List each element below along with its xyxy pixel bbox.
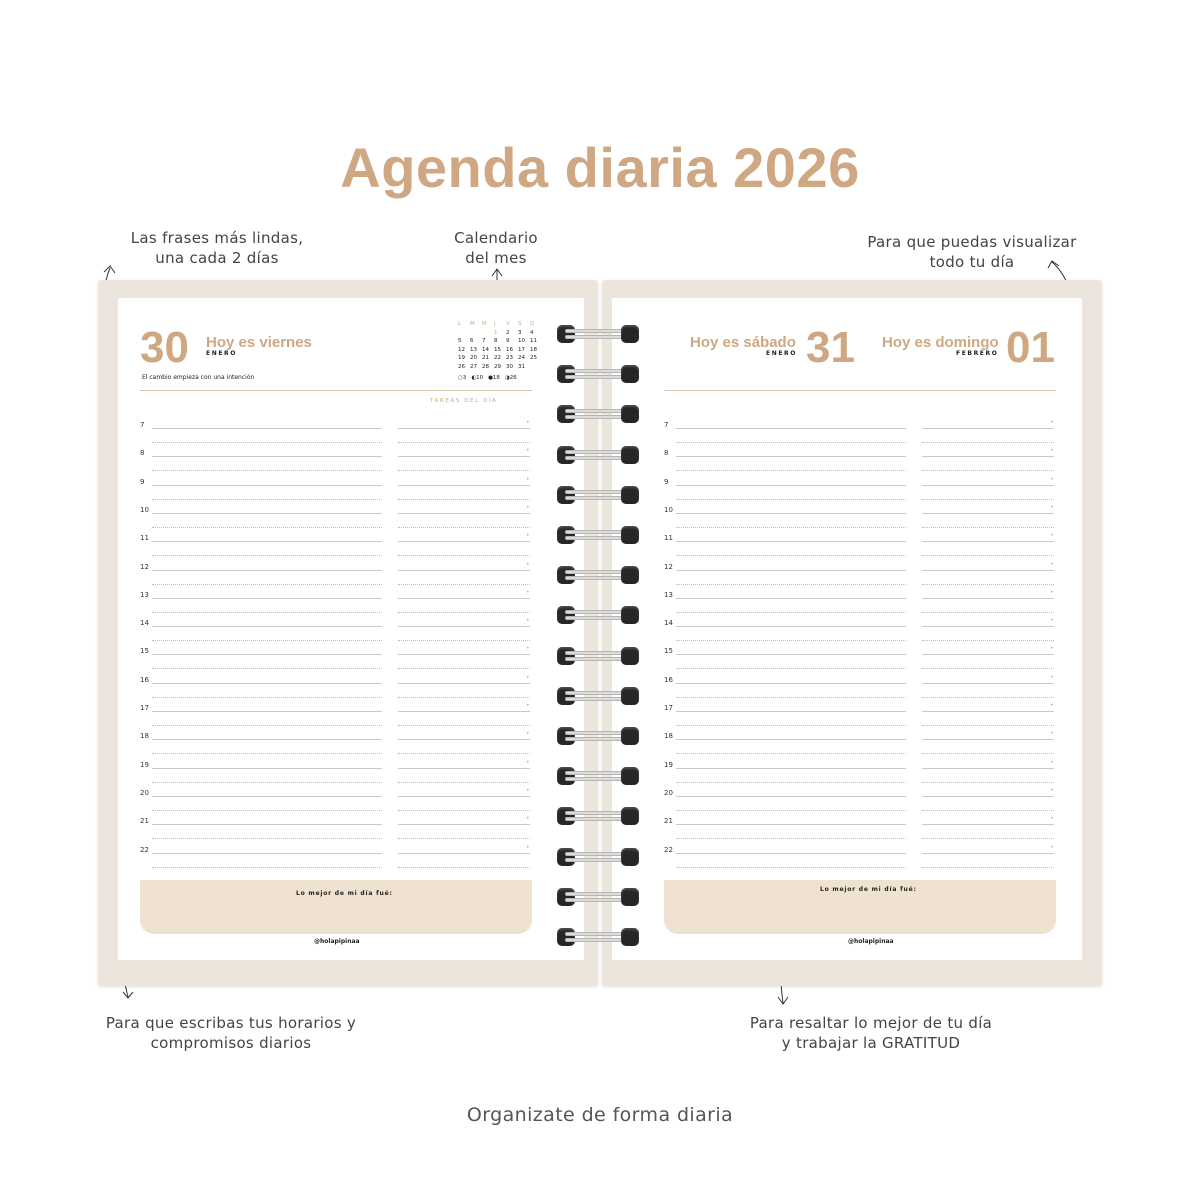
schedule-line[interactable] <box>676 485 906 486</box>
calendar-day: 18 <box>530 346 537 353</box>
task-line[interactable] <box>398 683 530 684</box>
spiral-ring <box>555 605 641 625</box>
weekday: M <box>482 321 487 327</box>
spiral-ring <box>555 364 641 384</box>
right-day1-label: Hoy es sábado <box>690 334 796 351</box>
schedule-half-line[interactable] <box>676 838 906 839</box>
schedule-half-line[interactable] <box>152 810 382 811</box>
calendar-day: 27 <box>470 363 477 370</box>
annotation-horarios: Para que escribas tus horarios y compromisos diarios <box>105 1014 357 1052</box>
schedule-half-line[interactable] <box>152 527 382 528</box>
calendar-day: 15 <box>494 346 501 353</box>
calendar-day: 5 <box>458 338 462 344</box>
task-half-line[interactable] <box>922 668 1054 669</box>
right-day2-label: Hoy es domingo <box>882 334 999 351</box>
tasks-title: TAREAS DEL DÍA <box>430 398 498 404</box>
calendar-day: 14 <box>482 346 489 353</box>
task-line[interactable] <box>922 541 1054 542</box>
schedule-line[interactable] <box>676 428 906 429</box>
hour-label: 13 <box>140 590 149 599</box>
calendar-day: 21 <box>482 355 489 361</box>
task-half-line[interactable] <box>922 782 1054 783</box>
schedule-half-line[interactable] <box>676 612 906 613</box>
task-bullet: • <box>1050 419 1054 426</box>
header-divider <box>140 390 532 391</box>
spiral-ring <box>555 445 641 465</box>
task-bullet: • <box>526 532 530 540</box>
task-half-line[interactable] <box>922 470 1054 471</box>
schedule-line[interactable] <box>152 853 382 854</box>
task-line[interactable] <box>922 570 1054 571</box>
schedule-line[interactable] <box>676 598 906 599</box>
moon-phases <box>458 374 548 383</box>
task-half-line[interactable] <box>398 782 530 783</box>
task-bullet: • <box>1050 532 1054 540</box>
task-bullet: • <box>1050 786 1054 794</box>
spiral-ring <box>555 525 641 545</box>
hour-label: 8 <box>664 449 669 458</box>
schedule-line[interactable] <box>152 598 382 599</box>
task-half-line[interactable] <box>922 725 1054 726</box>
hour-label: 19 <box>140 760 149 769</box>
task-bullet: • <box>1050 843 1054 851</box>
spiral-ring <box>555 485 641 505</box>
task-line[interactable] <box>398 739 530 740</box>
task-half-line[interactable] <box>398 442 530 443</box>
annotation-frases: Las frases más lindas, una cada 2 días <box>130 229 304 267</box>
calendar-day: 23 <box>506 355 513 361</box>
task-bullet: • <box>526 645 530 653</box>
schedule-line[interactable] <box>152 485 382 486</box>
right-page <box>612 298 1082 960</box>
task-line[interactable] <box>398 711 530 712</box>
task-half-line[interactable] <box>398 725 530 726</box>
task-line[interactable] <box>398 796 530 797</box>
task-line[interactable] <box>398 598 530 599</box>
task-line[interactable] <box>398 513 530 514</box>
schedule-line[interactable] <box>152 513 382 514</box>
task-line[interactable] <box>922 711 1054 712</box>
schedule-line[interactable] <box>676 541 906 542</box>
task-half-line[interactable] <box>398 527 530 528</box>
hour-label: 21 <box>664 817 673 826</box>
task-half-line[interactable] <box>398 697 530 698</box>
calendar-day: 9 <box>506 338 510 344</box>
calendar-day: 13 <box>470 346 477 353</box>
hour-label: 7 <box>140 421 145 429</box>
schedule-line[interactable] <box>152 739 382 740</box>
calendar-day: 8 <box>494 338 498 344</box>
calendar-day: 10 <box>518 338 525 344</box>
left-day-label: Hoy es viernes <box>206 334 312 351</box>
schedule-half-line[interactable] <box>152 470 382 471</box>
task-half-line[interactable] <box>398 753 530 754</box>
best-of-day-box[interactable] <box>664 880 1056 934</box>
task-bullet: • <box>1050 673 1054 681</box>
schedule-half-line[interactable] <box>152 584 382 585</box>
spiral-ring <box>555 646 641 666</box>
hour-label: 14 <box>140 619 149 628</box>
task-bullet: • <box>526 786 530 794</box>
best-of-day-label: Lo mejor de mi día fué: <box>820 886 917 893</box>
task-bullet: • <box>526 702 530 709</box>
task-half-line[interactable] <box>398 838 530 839</box>
hour-label: 15 <box>664 647 673 656</box>
schedule-half-line[interactable] <box>152 838 382 839</box>
task-bullet: • <box>526 815 530 823</box>
brand-handle: @holapipinaa <box>848 938 894 945</box>
schedule-half-line[interactable] <box>152 697 382 698</box>
schedule-half-line[interactable] <box>152 725 382 726</box>
task-half-line[interactable] <box>922 527 1054 528</box>
schedule-line[interactable] <box>152 626 382 627</box>
spiral-ring <box>555 404 641 424</box>
hour-label: 11 <box>140 534 149 543</box>
calendar-day <box>530 363 542 372</box>
hour-label: 18 <box>140 732 149 741</box>
schedule-half-line[interactable] <box>676 555 906 556</box>
schedule-line[interactable] <box>152 711 382 712</box>
schedule-line[interactable] <box>152 768 382 769</box>
task-line[interactable] <box>922 513 1054 514</box>
calendar-weekdays <box>458 320 548 329</box>
calendar-day: 24 <box>518 355 525 361</box>
hour-label: 7 <box>664 421 669 429</box>
left-month: ENERO <box>206 350 237 357</box>
task-bullet: • <box>1050 503 1054 511</box>
task-half-line[interactable] <box>398 470 530 471</box>
task-bullet: • <box>1050 617 1054 625</box>
annotation-mejor: Para resaltar lo mejor de tu día y trabajar la GRATITUD <box>749 1014 993 1052</box>
task-half-line[interactable] <box>922 838 1054 839</box>
hour-label: 10 <box>140 505 149 514</box>
calendar-day: 17 <box>518 346 525 353</box>
right-day2-month: FEBRERO <box>956 350 999 357</box>
annotation-calendario: Calendario del mes <box>454 229 538 267</box>
calendar-day: 12 <box>458 346 465 353</box>
task-line[interactable] <box>398 428 530 429</box>
schedule-half-line[interactable] <box>676 470 906 471</box>
schedule-line[interactable] <box>676 683 906 684</box>
task-line[interactable] <box>922 654 1054 655</box>
task-half-line[interactable] <box>922 753 1054 754</box>
schedule-line[interactable] <box>676 768 906 769</box>
hour-label: 17 <box>664 704 673 712</box>
schedule-half-line[interactable] <box>152 782 382 783</box>
schedule-line[interactable] <box>676 796 906 797</box>
task-bullet: • <box>526 447 530 455</box>
right-day2-number: 01 <box>1006 323 1055 372</box>
task-half-line[interactable] <box>398 555 530 556</box>
task-bullet: • <box>1050 560 1054 568</box>
task-bullet: • <box>526 673 530 681</box>
schedule-line[interactable] <box>676 824 906 825</box>
task-bullet: • <box>526 843 530 851</box>
month-calendar <box>458 320 548 383</box>
task-half-line[interactable] <box>398 584 530 585</box>
calendar-day: 3 <box>518 329 522 336</box>
weekday: V <box>506 321 510 327</box>
hour-label: 22 <box>664 845 673 854</box>
calendar-day: 16 <box>506 346 513 353</box>
schedule-half-line[interactable] <box>152 640 382 641</box>
schedule-line[interactable] <box>676 654 906 655</box>
weekday: D <box>530 321 535 327</box>
calendar-day <box>482 329 494 338</box>
task-half-line[interactable] <box>922 584 1054 585</box>
hour-label: 19 <box>664 760 673 769</box>
schedule-line[interactable] <box>676 570 906 571</box>
hour-label: 8 <box>140 449 145 458</box>
task-half-line[interactable] <box>922 640 1054 641</box>
right-day1-number: 31 <box>806 323 855 372</box>
task-line[interactable] <box>398 853 530 854</box>
footer-tagline: Organizate de forma diaria <box>466 1104 734 1126</box>
schedule-line[interactable] <box>152 456 382 457</box>
schedule-half-line[interactable] <box>676 527 906 528</box>
task-half-line[interactable] <box>922 612 1054 613</box>
spiral-ring <box>555 806 641 826</box>
task-line[interactable] <box>398 626 530 627</box>
calendar-day: 20 <box>470 355 477 361</box>
schedule-half-line[interactable] <box>676 442 906 443</box>
schedule-line[interactable] <box>152 824 382 825</box>
schedule-line[interactable] <box>676 853 906 854</box>
schedule-line[interactable] <box>152 683 382 684</box>
task-line[interactable] <box>922 485 1054 486</box>
spiral-ring <box>555 766 641 786</box>
schedule-line[interactable] <box>152 654 382 655</box>
task-line[interactable] <box>398 654 530 655</box>
task-half-line[interactable] <box>922 810 1054 811</box>
hour-label: 9 <box>140 477 145 486</box>
calendar-day <box>470 329 482 338</box>
schedule-line[interactable] <box>152 570 382 571</box>
task-line[interactable] <box>922 739 1054 740</box>
task-half-line[interactable] <box>922 867 1054 868</box>
task-half-line[interactable] <box>398 640 530 641</box>
schedule-line[interactable] <box>152 428 382 429</box>
task-half-line[interactable] <box>398 499 530 500</box>
schedule-line[interactable] <box>676 456 906 457</box>
spiral-ring <box>555 726 641 746</box>
schedule-half-line[interactable] <box>152 867 382 868</box>
brand-handle: @holapipinaa <box>314 938 360 945</box>
schedule-half-line[interactable] <box>152 555 382 556</box>
calendar-days <box>458 329 548 372</box>
calendar-day: 19 <box>458 355 465 361</box>
weekday: L <box>458 321 462 327</box>
left-page <box>118 298 584 960</box>
schedule-half-line[interactable] <box>152 612 382 613</box>
weekday: J <box>494 321 496 327</box>
moon-phase: ◐10 <box>471 375 484 381</box>
schedule-half-line[interactable] <box>676 725 906 726</box>
task-line[interactable] <box>398 541 530 542</box>
left-day-number: 30 <box>140 323 189 372</box>
task-bullet: • <box>526 730 530 738</box>
spiral-ring <box>555 565 641 585</box>
task-half-line[interactable] <box>922 697 1054 698</box>
task-line[interactable] <box>922 428 1054 429</box>
schedule-line[interactable] <box>152 796 382 797</box>
task-bullet: • <box>526 617 530 625</box>
calendar-day: 1 <box>494 329 498 336</box>
best-of-day-box[interactable] <box>140 880 532 934</box>
task-line[interactable] <box>922 626 1054 627</box>
task-half-line[interactable] <box>922 442 1054 443</box>
calendar-day: 11 <box>530 338 537 344</box>
task-half-line[interactable] <box>922 499 1054 500</box>
calendar-day: 22 <box>494 355 501 361</box>
page-title: Agenda diaria 2026 <box>340 136 860 199</box>
task-bullet: • <box>526 560 530 568</box>
weekday: S <box>518 321 522 327</box>
moon-phase: ○3 <box>458 375 467 381</box>
spiral-ring <box>555 686 641 706</box>
schedule-line[interactable] <box>676 626 906 627</box>
hour-label: 20 <box>140 788 149 797</box>
schedule-line[interactable] <box>676 739 906 740</box>
schedule-half-line[interactable] <box>152 753 382 754</box>
schedule-half-line[interactable] <box>676 640 906 641</box>
task-bullet: • <box>526 419 530 426</box>
schedule-half-line[interactable] <box>676 584 906 585</box>
hour-label: 9 <box>664 477 669 486</box>
schedule-half-line[interactable] <box>676 753 906 754</box>
hour-label: 18 <box>664 732 673 741</box>
task-line[interactable] <box>398 768 530 769</box>
schedule-half-line[interactable] <box>152 499 382 500</box>
task-half-line[interactable] <box>398 668 530 669</box>
schedule-half-line[interactable] <box>676 499 906 500</box>
hour-label: 15 <box>140 647 149 656</box>
hour-label: 16 <box>140 675 149 684</box>
task-half-line[interactable] <box>922 555 1054 556</box>
calendar-day: 25 <box>530 355 537 361</box>
task-line[interactable] <box>398 456 530 457</box>
schedule-half-line[interactable] <box>676 697 906 698</box>
schedule-half-line[interactable] <box>152 442 382 443</box>
task-line[interactable] <box>922 768 1054 769</box>
arrow-horarios-head <box>123 992 133 998</box>
calendar-day: 6 <box>470 338 474 344</box>
task-bullet: • <box>1050 758 1054 766</box>
spiral-ring <box>555 324 641 344</box>
spiral-ring <box>555 927 641 947</box>
calendar-day: 26 <box>458 363 465 370</box>
task-bullet: • <box>1050 815 1054 823</box>
task-line[interactable] <box>922 683 1054 684</box>
hour-label: 10 <box>664 505 673 514</box>
calendar-day <box>458 329 470 338</box>
hour-label: 12 <box>140 562 149 571</box>
task-bullet: • <box>526 758 530 766</box>
calendar-day: 7 <box>482 338 486 344</box>
task-line[interactable] <box>922 456 1054 457</box>
hour-label: 16 <box>664 675 673 684</box>
task-bullet: • <box>526 503 530 511</box>
hour-label: 21 <box>140 817 149 826</box>
task-line[interactable] <box>922 796 1054 797</box>
hour-label: 20 <box>664 788 673 797</box>
task-bullet: • <box>1050 702 1054 709</box>
task-half-line[interactable] <box>398 867 530 868</box>
moon-phase: ●18 <box>488 375 500 381</box>
task-line[interactable] <box>922 824 1054 825</box>
weekday: M <box>470 321 475 327</box>
header-divider <box>664 390 1056 391</box>
task-line[interactable] <box>398 570 530 571</box>
hour-label: 17 <box>140 704 149 712</box>
task-line[interactable] <box>398 824 530 825</box>
task-half-line[interactable] <box>398 810 530 811</box>
spiral-ring <box>555 887 641 907</box>
hour-label: 13 <box>664 590 673 599</box>
task-line[interactable] <box>398 485 530 486</box>
task-bullet: • <box>526 588 530 596</box>
calendar-day: 31 <box>518 363 525 370</box>
task-half-line[interactable] <box>398 612 530 613</box>
right-day1-month: ENERO <box>766 350 797 357</box>
schedule-half-line[interactable] <box>676 782 906 783</box>
schedule-line[interactable] <box>676 513 906 514</box>
daily-quote: El cambio empieza con una intención <box>142 374 255 381</box>
task-bullet: • <box>1050 730 1054 738</box>
schedule-line[interactable] <box>676 711 906 712</box>
task-bullet: • <box>1050 588 1054 596</box>
task-line[interactable] <box>922 853 1054 854</box>
task-line[interactable] <box>922 598 1054 599</box>
calendar-day: 2 <box>506 329 510 336</box>
spiral-ring <box>555 847 641 867</box>
annotation-visualizar: Para que puedas visualizar todo tu día <box>867 233 1077 271</box>
calendar-day: 4 <box>530 329 534 336</box>
schedule-line[interactable] <box>152 541 382 542</box>
schedule-half-line[interactable] <box>152 668 382 669</box>
task-bullet: • <box>1050 645 1054 653</box>
task-bullet: • <box>1050 475 1054 483</box>
hour-label: 11 <box>664 534 673 543</box>
hour-label: 12 <box>664 562 673 571</box>
schedule-half-line[interactable] <box>676 867 906 868</box>
schedule-half-line[interactable] <box>676 810 906 811</box>
calendar-day: 29 <box>494 363 501 370</box>
best-of-day-label: Lo mejor de mi día fué: <box>296 890 393 897</box>
task-bullet: • <box>1050 447 1054 455</box>
hour-label: 22 <box>140 845 149 854</box>
hour-label: 14 <box>664 619 673 628</box>
task-bullet: • <box>526 475 530 483</box>
calendar-day: 30 <box>506 363 513 370</box>
moon-phase: ◑26 <box>504 375 517 381</box>
schedule-half-line[interactable] <box>676 668 906 669</box>
calendar-day: 28 <box>482 363 489 370</box>
